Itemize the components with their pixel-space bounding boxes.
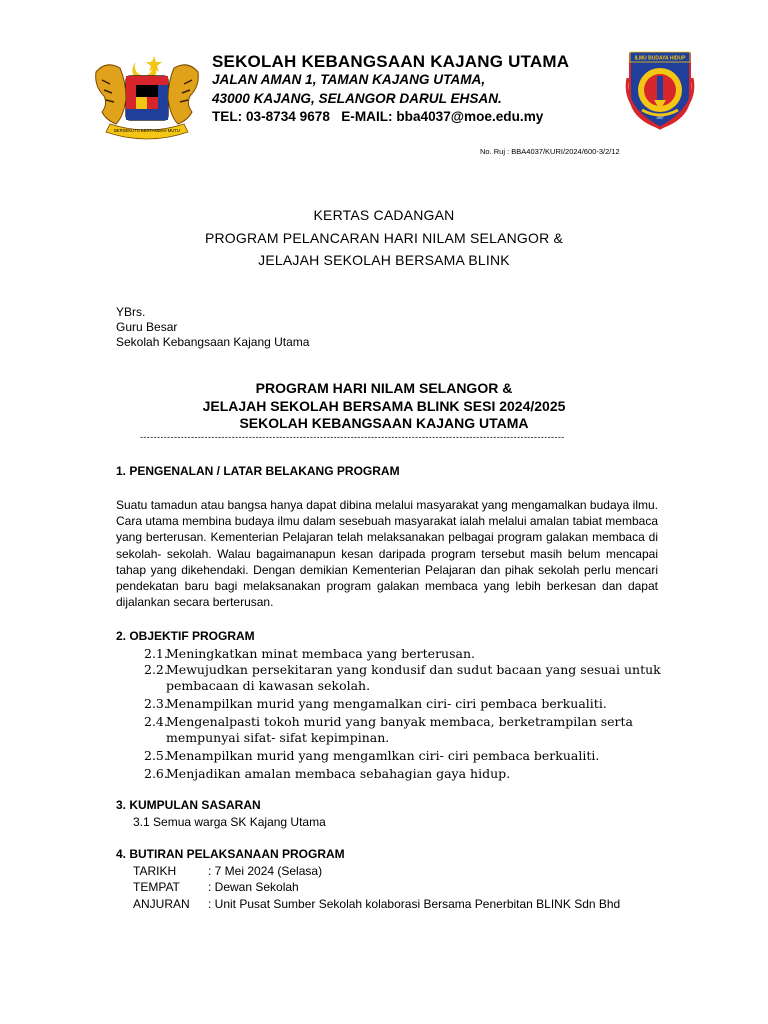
document-title-line-3: JELAJAH SEKOLAH BERSAMA BLINK: [258, 252, 510, 268]
target-group-item: 3.1 Semua warga SK Kajang Utama: [133, 815, 326, 829]
objective-text: Meningkatkan minat membaca yang berterusan.: [166, 646, 475, 661]
crest-motto: ILMU BUDAYA HIDUP: [634, 55, 686, 62]
objective-item: [144, 748, 664, 764]
objective-number: 2.6.: [144, 766, 168, 781]
section-2-heading: 2. OBJEKTIF PROGRAM: [116, 629, 255, 643]
detail-key: ANJURAN: [133, 897, 190, 911]
address-line-1: JALAN AMAN 1, TAMAN KAJANG UTAMA,: [212, 72, 486, 87]
objective-number: 2.4.: [144, 714, 168, 729]
objective-text: Menampilkan murid yang mengamlkan ciri- ciri pembaca berkualiti.: [166, 748, 600, 763]
contact-line: [212, 109, 543, 124]
section-1-paragraph: Suatu tamadun atau bangsa hanya dapat dibina melalui masyarakat yang mengamalkan budaya ilmu. Cara utama membina budaya ilmu dalam sesebuah masyarakat ialah melalui amalan tabiat membaca yang berterusan. Kementerian Pelajaran telah melaksanakan pelbagai program galakan membaca di sekolah- sekolah. Walau bagaimanapun kesan daripada program tersebut masih belum mencapai tahap yang dikehendaki. Dengan demikian Kementerian Pelajaran dan pihak sekolah perlu mencari pendekatan baru bagi melaksanakan program galakan membaca yang lebih berkesan dan dapat dijalankan secara berterusan.: [116, 498, 658, 610]
program-heading-line-2: JELAJAH SEKOLAH BERSAMA BLINK SESI 2024/2025: [202, 398, 566, 414]
detail-key: TEMPAT: [133, 880, 180, 894]
document-title-line-1: KERTAS CADANGAN: [313, 207, 455, 223]
objective-text: Mengenalpasti tokoh murid yang banyak membaca, berketrampilan serta mempunyai sifat- sifat kepimpinan.: [166, 714, 633, 745]
malaysia-coat-of-arms-logo: [88, 50, 206, 140]
addressee-line-1: YBrs.: [116, 305, 146, 319]
detail-row-venue: [133, 880, 299, 894]
school-name: SEKOLAH KEBANGSAAN KAJANG UTAMA: [212, 52, 570, 71]
school-crest-logo: [620, 48, 700, 130]
addressee-line-3: Sekolah Kebangsaan Kajang Utama: [116, 335, 310, 349]
objective-item: [144, 714, 664, 746]
objective-number: 2.2.: [144, 662, 168, 677]
reference-number: No. Ruj : BBA4037/KURI/2024/600-3/2/12: [480, 147, 620, 156]
program-heading-line-3: SEKOLAH KEBANGSAAN KAJANG UTAMA: [239, 415, 529, 431]
objective-text: Menampilkan murid yang mengamalkan ciri- ciri pembaca berkualiti.: [166, 696, 607, 711]
coat-of-arms-motto: BERSEKUTU BERTAMBAH MUTU: [114, 128, 180, 133]
crest-year: 1987: [656, 116, 664, 120]
objective-item: [144, 646, 664, 662]
email: E-MAIL: bba4037@moe.edu.my: [341, 109, 544, 124]
detail-row-organizer: [133, 897, 620, 911]
detail-key: TARIKH: [133, 864, 177, 878]
document-title-line-2: PROGRAM PELANCARAN HARI NILAM SELANGOR &: [204, 230, 564, 246]
objective-item: [144, 766, 664, 782]
section-1-heading: 1. PENGENALAN / LATAR BELAKANG PROGRAM: [116, 464, 400, 478]
objective-text: Menjadikan amalan membaca sebahagian gaya hidup.: [166, 766, 511, 781]
objective-text: Mewujudkan persekitaran yang kondusif dan sudut bacaan yang sesuai untuk pembacaan di kawasan sekolah.: [166, 662, 661, 693]
objective-item: [144, 662, 664, 694]
section-3-heading: 3. KUMPULAN SASARAN: [116, 798, 261, 812]
separator-line: -----------------------------------------------------------------------------------------------------------------------------: [140, 432, 565, 442]
detail-value: : 7 Mei 2024 (Selasa): [208, 864, 323, 878]
addressee-line-2: Guru Besar: [116, 320, 178, 334]
address-line-2: 43000 KAJANG, SELANGOR DARUL EHSAN.: [212, 91, 502, 106]
detail-value: : Unit Pusat Sumber Sekolah kolaborasi Bersama Penerbitan BLINK Sdn Bhd: [208, 897, 621, 911]
objective-number: 2.5.: [144, 748, 168, 763]
section-4-heading: 4. BUTIRAN PELAKSANAAN PROGRAM: [116, 847, 345, 861]
telephone: TEL: 03-8734 9678: [212, 109, 330, 124]
objective-number: 2.1.: [144, 646, 168, 661]
objective-number: 2.3.: [144, 696, 168, 711]
detail-value: : Dewan Sekolah: [208, 880, 299, 894]
detail-row-date: [133, 864, 322, 878]
objective-item: [144, 696, 664, 712]
program-heading-line-1: PROGRAM HARI NILAM SELANGOR &: [255, 380, 513, 396]
